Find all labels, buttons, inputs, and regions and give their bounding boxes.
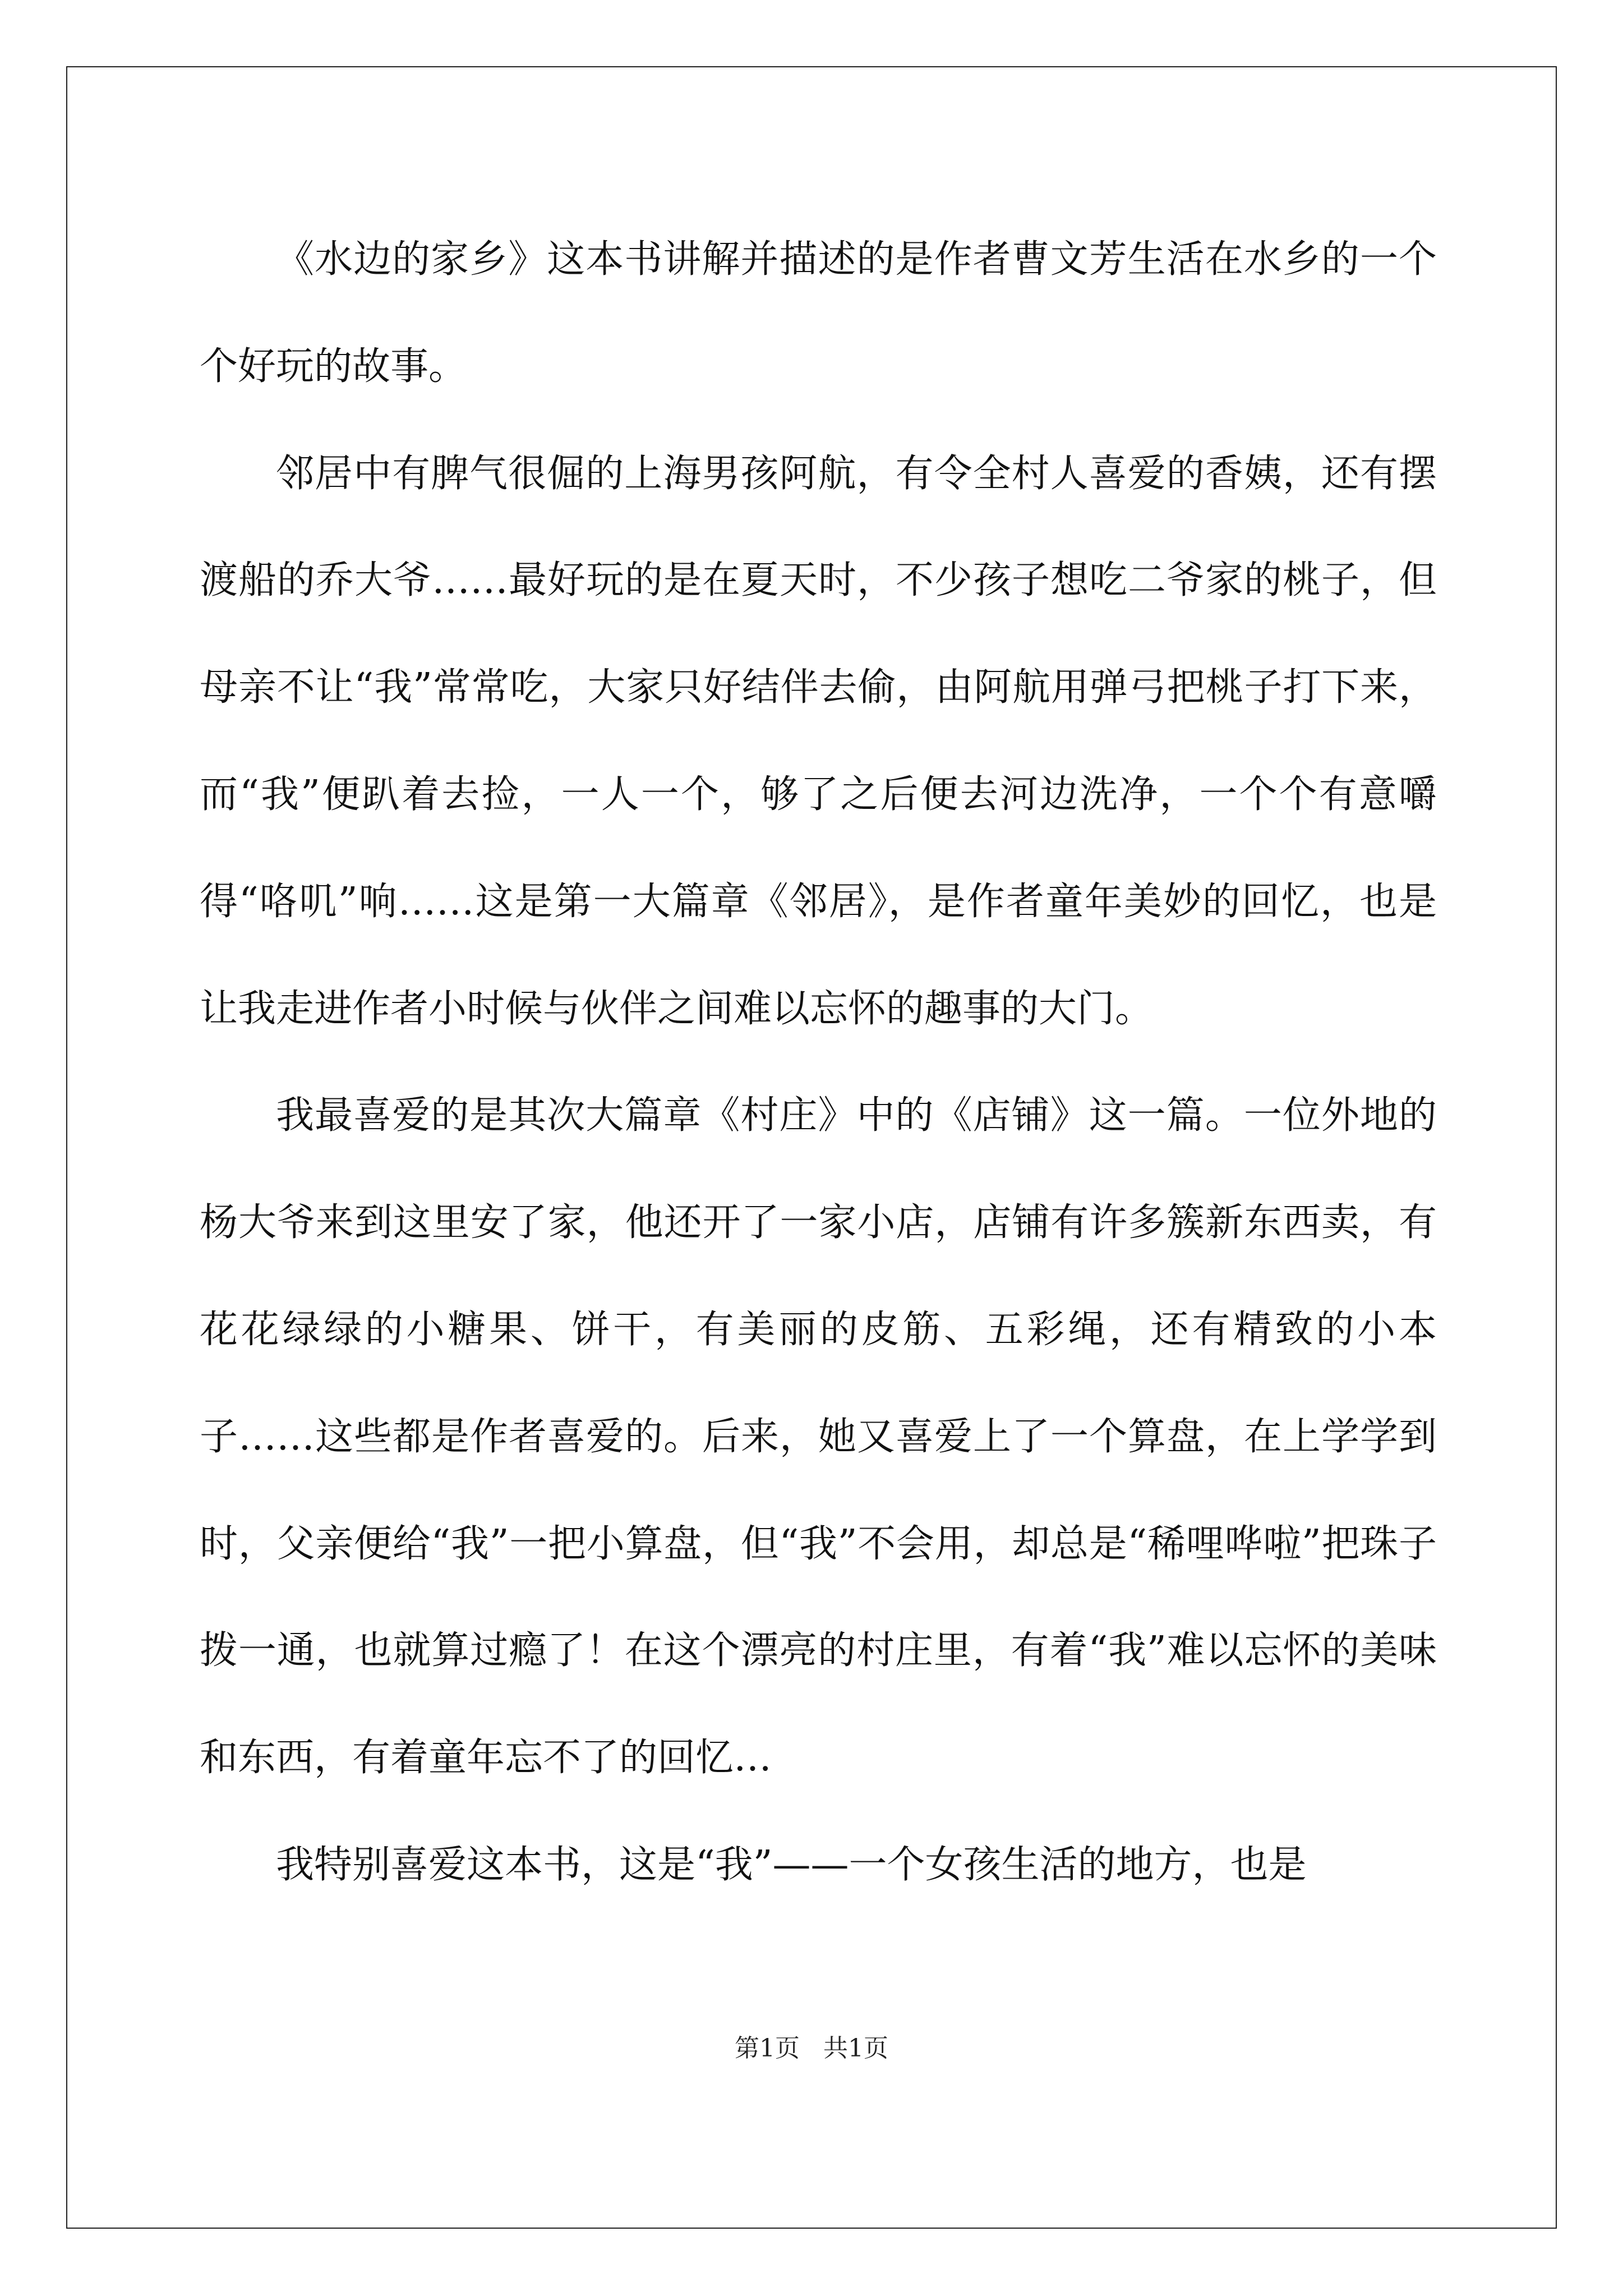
paragraph-neighbors: 邻居中有脾气很倔的上海男孩阿航，有令全村人喜爱的香姨，还有摆渡船的乔大爷……最好玩的是在夏天时，不少孩子想吃二爷家的桃子，但母亲不让“我”常常吃，大家只好结伴去偷，由阿航用弹弓把桃子打下来，而“我”便趴着去捡，一人一个，够了之后便去河边洗净，一个个有意嚼得“咯叽”响……这是第一大篇章《邻居》，是作者童年美妙的回忆，也是让我走进作者小时候与伙伴之间难以忘怀的趣事的大门。 — [200, 451, 1437, 1031]
paragraph-intro: 《水边的家乡》这本书讲解并描述的是作者曹文芳生活在水乡的一个个好玩的故事。 — [200, 237, 1437, 389]
page-footer: 第1页 共1页 — [735, 2034, 888, 2063]
paragraph-conclusion: 我特别喜爱这本书，这是“我”——一个女孩生活的地方，也是 — [276, 1842, 1307, 1887]
paragraph-village-shop: 我最喜爱的是其次大篇章《村庄》中的《店铺》这一篇。一位外地的杨大爷来到这里安了家，他还开了一家小店，店铺有许多簇新东西卖，有花花绿绿的小糖果、饼干，有美丽的皮筋、五彩绳，还有精致的小本子……这些都是作者喜爱的。后来，她又喜爱上了一个算盘，在上学学到时，父亲便给“我”一把小算盘，但“我”不会用，却总是“稀哩哗啦”把珠子拨一通，也就算过瘾了！在这个漂亮的村庄里，有着“我”难以忘怀的美味和东西，有着童年忘不了的回忆… — [200, 1093, 1437, 1780]
document-body — [200, 206, 1437, 1919]
